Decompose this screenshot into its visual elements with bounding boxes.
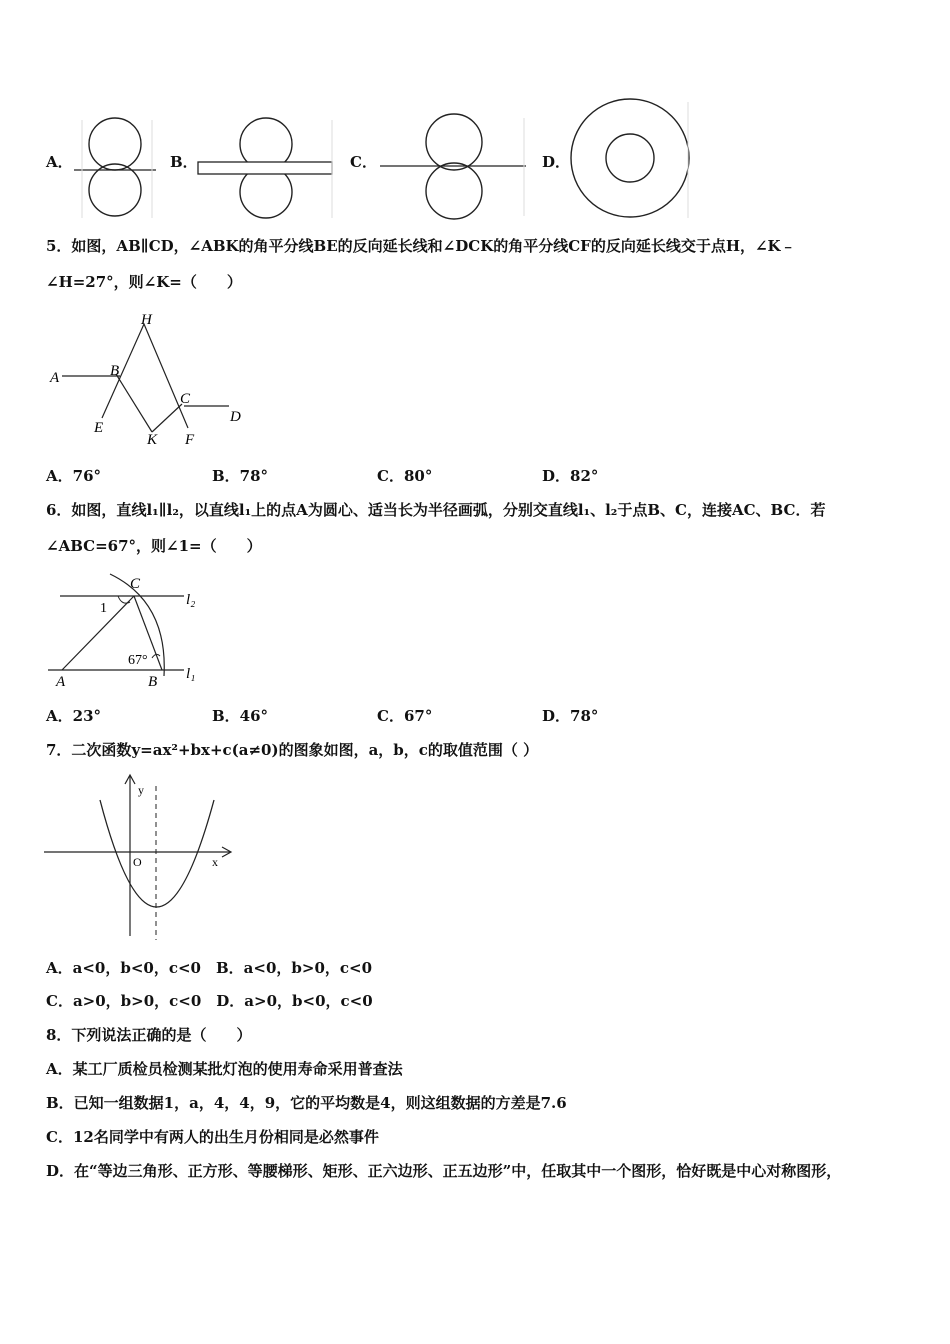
- q8-option-d: D．在“等边三角形、正方形、等腰梯形、矩形、正六边形、正五边形”中，任取其中一个图形，恰好既是中心对称图形，: [46, 1162, 842, 1180]
- q6-choice-c: C．67°: [377, 707, 433, 725]
- q8-option-b: B．已知一组数据1，a，4，4，9，它的平均数是4，则这组数据的方差是7.6: [46, 1094, 567, 1112]
- q5-stem-line2: ∠H=27°，则∠K=（ ）: [46, 273, 242, 291]
- q4-option-b-label: B．: [170, 153, 198, 171]
- q6-choice-a: A．23°: [46, 707, 102, 725]
- q5-label-f: F: [185, 432, 195, 448]
- q8-stem: 8．下列说法正确的是（ ）: [46, 1026, 252, 1044]
- q5-choice-b: B．78°: [212, 467, 269, 485]
- q6-stem-line2: ∠ABC=67°，则∠1=（ ）: [46, 537, 262, 555]
- q5-label-k: K: [147, 432, 158, 448]
- q7-label-o: O: [133, 855, 142, 869]
- q6-label-b: B: [148, 674, 158, 690]
- q6-label-l1: l₁: [186, 666, 196, 682]
- q4-figure-d: [568, 98, 692, 220]
- q6-figure: [44, 572, 206, 690]
- q6-stem-line1: 6．如图，直线l₁∥l₂，以直线l₁上的点A为圆心、适当长为半径画弧，分别交直线l₁、l₂于点B、C，连接AC、BC．若: [46, 501, 826, 519]
- q5-label-h: H: [141, 312, 152, 328]
- q4-figure-a: [70, 118, 160, 220]
- q7-label-y: y: [138, 783, 144, 797]
- q6-choice-b: B．46°: [212, 707, 269, 725]
- q7-figure: [44, 770, 240, 946]
- q6-choice-d: D．78°: [542, 707, 599, 725]
- q4-figure-b: [196, 118, 336, 220]
- q6-label-l2: l₂: [186, 592, 196, 608]
- q4-option-c-label: C．: [350, 153, 377, 171]
- q5-label-a: A: [50, 370, 60, 386]
- q5-stem-line1: 5．如图，AB∥CD，∠ABK的角平分线BE的反向延长线和∠DCK的角平分线CF的反向延长线交于点H，∠K﹣: [46, 237, 796, 255]
- q6-label-angle1: 1: [100, 601, 107, 616]
- q7-choices-line1: A．a<0，b<0，c<0 B．a<0，b>0，c<0: [46, 959, 373, 977]
- q6-label-a: A: [56, 674, 66, 690]
- q4-figure-c: [378, 116, 528, 220]
- q5-label-c: C: [180, 391, 191, 407]
- q8-option-c: C．12名同学中有两人的出生月份相同是必然事件: [46, 1128, 379, 1146]
- q6-label-67: 67°: [128, 653, 148, 668]
- q6-label-c: C: [130, 576, 141, 592]
- q7-choices-line2: C．a>0，b>0，c<0 D．a>0，b<0，c<0: [46, 992, 373, 1010]
- q5-choice-a: A．76°: [46, 467, 102, 485]
- q4-option-d-label: D．: [542, 153, 571, 171]
- q5-label-b: B: [110, 363, 120, 379]
- q5-choice-d: D．82°: [542, 467, 599, 485]
- q7-stem: 7．二次函数y=ax²+bx+c(a≠0)的图象如图，a，b，c的取值范围（ ）: [46, 741, 539, 759]
- q8-option-a: A．某工厂质检员检测某批灯泡的使用寿命采用普查法: [46, 1060, 403, 1078]
- q7-label-x: x: [212, 855, 218, 869]
- q5-label-d: D: [230, 409, 241, 425]
- q5-label-e: E: [94, 420, 104, 436]
- q4-option-a-label: A．: [46, 153, 73, 171]
- q5-figure: [44, 308, 254, 450]
- q5-choice-c: C．80°: [377, 467, 433, 485]
